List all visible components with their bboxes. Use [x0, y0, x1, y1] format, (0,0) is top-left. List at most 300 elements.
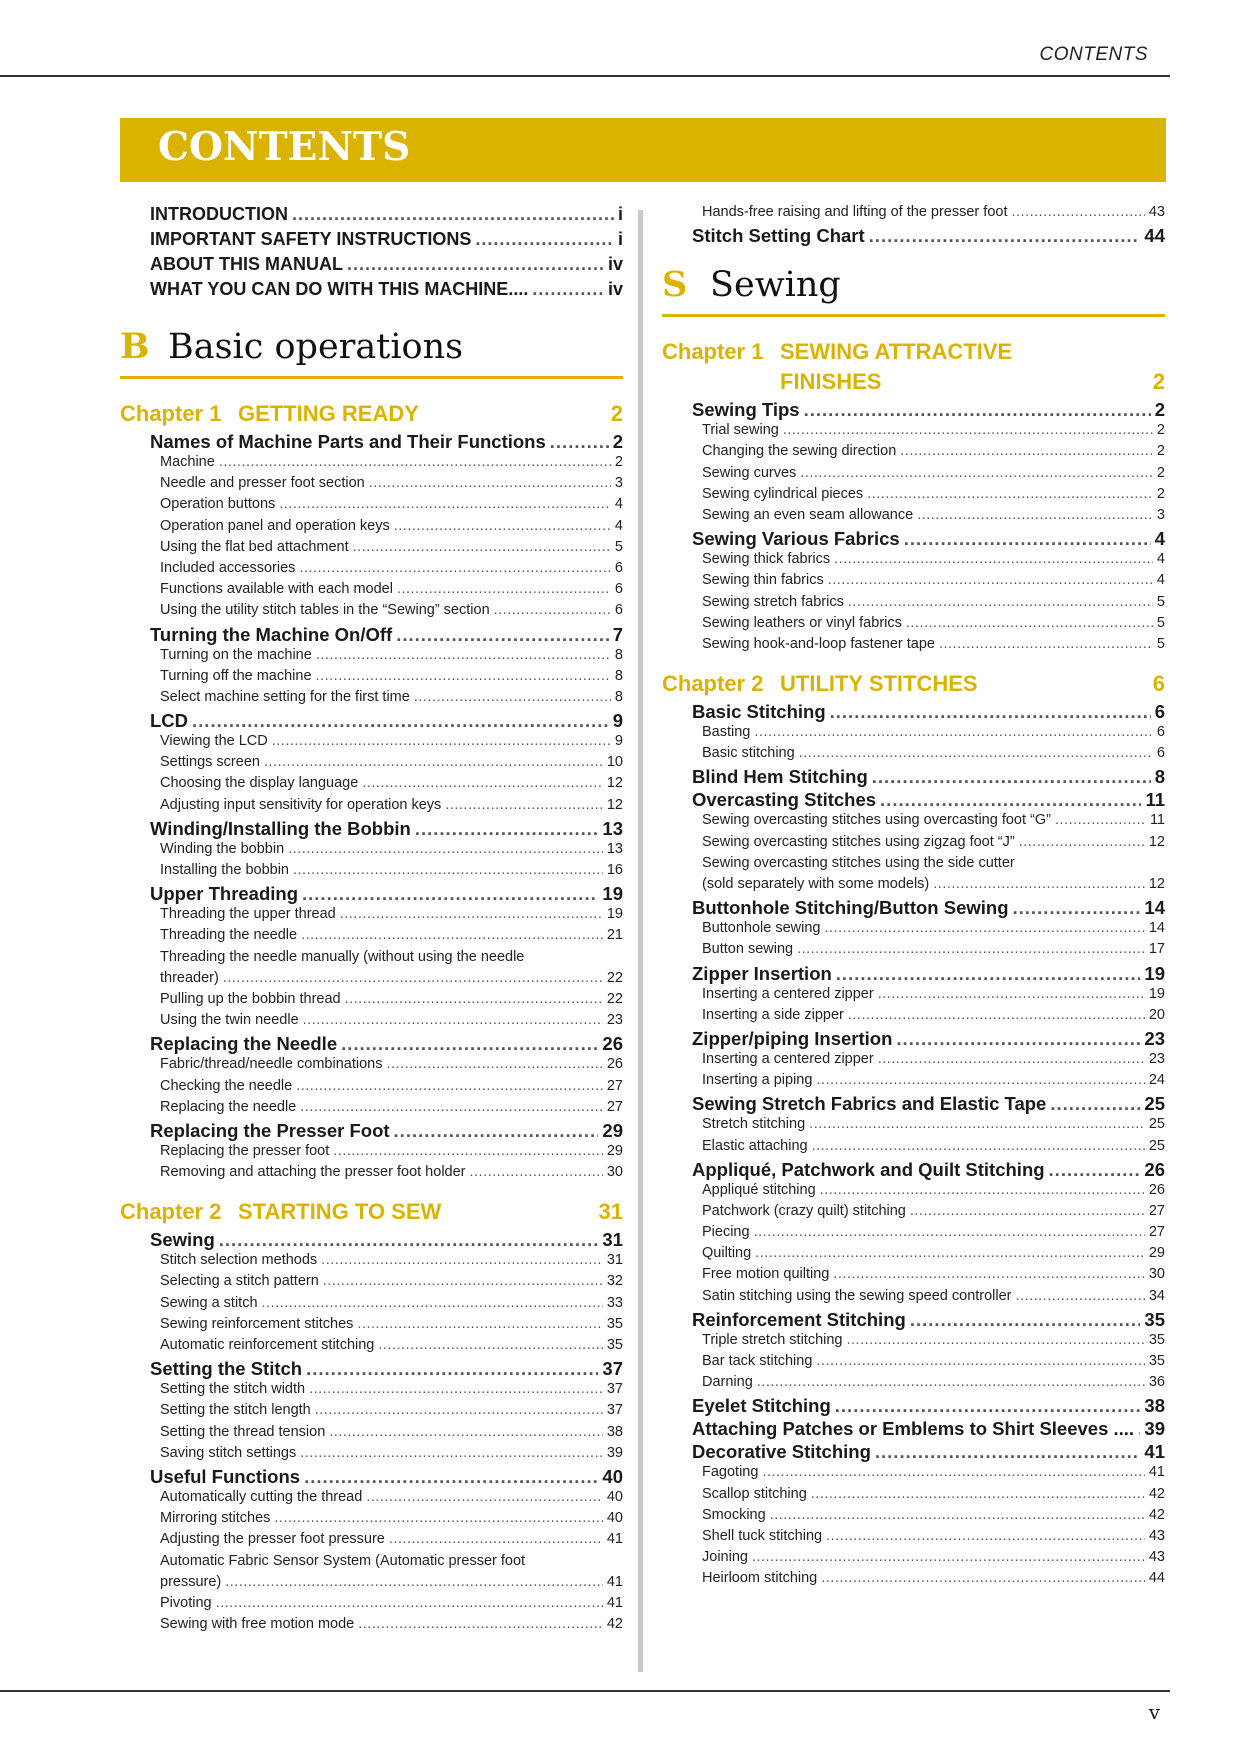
part-rule: [662, 314, 1165, 317]
toc-entry[interactable]: [120, 1120, 623, 1143]
toc-entry-label: Automatic reinforcement stitching: [160, 1337, 375, 1353]
toc-entry-page: 5: [614, 538, 623, 555]
toc-entry[interactable]: [662, 1549, 1165, 1570]
toc-entry[interactable]: [120, 1531, 623, 1552]
toc-entry[interactable]: [662, 1138, 1165, 1159]
dot-leader: [369, 475, 611, 491]
dot-leader: [1138, 1418, 1140, 1440]
toc-entry-page: 8: [614, 667, 623, 684]
dot-leader: [757, 1374, 1145, 1390]
toc-entry-page: 7: [612, 623, 623, 645]
toc-entry-page: 42: [606, 1616, 623, 1633]
toc-entry-label: Shell tuck stitching: [702, 1527, 823, 1544]
toc-entry[interactable]: [662, 507, 1165, 528]
toc-entry[interactable]: [662, 422, 1165, 443]
toc-entry-page: 19: [606, 906, 623, 923]
toc-entry[interactable]: [120, 991, 623, 1012]
dot-leader: [264, 754, 603, 770]
toc-entry[interactable]: [662, 615, 1165, 636]
toc-entry[interactable]: [120, 775, 623, 796]
toc-entry[interactable]: [662, 724, 1165, 745]
toc-entry-label: Appliqué, Patchwork and Quilt Stitching: [692, 1158, 1045, 1180]
toc-entry[interactable]: [662, 1353, 1165, 1374]
toc-entry-label: Inserting a centered zipper: [702, 1050, 874, 1067]
dot-leader: [783, 422, 1153, 438]
toc-entry[interactable]: [662, 1072, 1165, 1093]
toc-entry[interactable]: [662, 1309, 1165, 1332]
toc-entry-page: 38: [606, 1423, 623, 1440]
toc-entry[interactable]: [120, 1295, 623, 1316]
toc-entry[interactable]: [662, 745, 1165, 766]
toc-entry-page: 35: [606, 1337, 623, 1353]
toc-entry-page: 40: [606, 1488, 623, 1505]
toc-entry[interactable]: [120, 1164, 623, 1185]
dot-leader: [1050, 1093, 1140, 1115]
toc-entry[interactable]: [662, 1570, 1165, 1591]
toc-entry[interactable]: [662, 812, 1165, 833]
toc-entry-page: 12: [1148, 876, 1165, 892]
toc-entry[interactable]: [120, 1056, 623, 1077]
toc-entry-label: Threading the needle manually (without using the needle: [160, 948, 525, 965]
dot-leader: [762, 1464, 1144, 1480]
toc-entry-page: 30: [1148, 1266, 1165, 1283]
dot-leader: [754, 1224, 1145, 1240]
toc-entry-page: 11: [1145, 789, 1165, 811]
toc-entry[interactable]: [120, 1337, 623, 1358]
toc-entry[interactable]: [662, 399, 1165, 422]
toc-entry[interactable]: [662, 225, 1165, 248]
toc-entry[interactable]: [662, 1266, 1165, 1287]
dot-leader: [389, 1531, 603, 1547]
toc-entry-label: Inserting a side zipper: [702, 1006, 844, 1023]
toc-entry-page: 6: [1154, 701, 1165, 723]
dot-leader: [366, 1489, 603, 1505]
toc-entry-label: Stretch stitching: [702, 1116, 806, 1133]
dot-leader: [875, 1441, 1141, 1463]
dot-leader: [340, 906, 603, 922]
dot-leader: [386, 1056, 602, 1072]
toc-entry[interactable]: [662, 1418, 1165, 1441]
dot-leader: [353, 539, 611, 555]
dot-leader: [848, 594, 1153, 610]
toc-entry-page: 41: [606, 1594, 623, 1611]
toc-entry-label: Stitch Setting Chart: [692, 225, 865, 247]
dot-leader: [869, 225, 1141, 247]
dot-leader: [797, 941, 1145, 957]
toc-entry[interactable]: [120, 949, 623, 970]
toc-entry-label: Setting the Stitch: [150, 1358, 303, 1380]
toc-entry[interactable]: [662, 1288, 1165, 1309]
toc-entry-label: Replacing the presser foot: [160, 1142, 330, 1159]
toc-entry[interactable]: [120, 1381, 623, 1402]
dot-leader: [223, 970, 603, 986]
toc-entry-label: Installing the bobbin: [160, 862, 289, 878]
toc-entry-label: Useful Functions: [150, 1465, 301, 1487]
toc-entry-page: 35: [1148, 1331, 1165, 1348]
toc-entry[interactable]: [662, 1441, 1165, 1464]
toc-entry-label: Using the utility stitch tables in the “Sewing” section: [160, 602, 490, 619]
dot-leader: [216, 1595, 603, 1611]
dot-leader: [1055, 812, 1146, 828]
chapter-heading[interactable]: [120, 1199, 623, 1229]
toc-entry[interactable]: [120, 818, 623, 841]
toc-entry[interactable]: [120, 1252, 623, 1273]
dot-leader: [878, 986, 1145, 1002]
toc-entry[interactable]: [120, 1510, 623, 1531]
toc-entry[interactable]: [120, 1402, 623, 1423]
toc-entry[interactable]: [662, 941, 1165, 962]
dot-leader: [848, 1007, 1145, 1023]
toc-entry[interactable]: [120, 927, 623, 948]
toc-entry[interactable]: [662, 876, 1165, 897]
toc-entry[interactable]: [662, 1528, 1165, 1549]
toc-entry-page: 13: [606, 840, 623, 857]
toc-entry-page: 14: [1144, 897, 1165, 919]
toc-entry-label: Sewing Tips: [692, 399, 800, 421]
chapter-heading-line2[interactable]: [662, 369, 1165, 399]
toc-entry-label: Replacing the Presser Foot: [150, 1119, 390, 1141]
toc-entry[interactable]: [120, 1273, 623, 1294]
dot-leader: [301, 927, 603, 943]
toc-list: [120, 431, 623, 1185]
toc-entry[interactable]: [120, 710, 623, 733]
toc-entry[interactable]: [120, 496, 623, 517]
toc-entry[interactable]: [120, 560, 623, 581]
toc-entry-label: Needle and presser foot section: [160, 475, 365, 492]
toc-entry-label: Zipper/piping Insertion: [692, 1027, 893, 1049]
toc-entry[interactable]: [120, 1489, 623, 1510]
toc-entry-label: Automatic Fabric Sensor System (Automatic presser foot: [160, 1552, 526, 1569]
dot-leader: [347, 254, 604, 275]
toc-entry[interactable]: [662, 1093, 1165, 1116]
toc-entry-page: 27: [1148, 1224, 1165, 1241]
toc-entry[interactable]: [662, 1374, 1165, 1395]
toc-entry-page: 27: [606, 1077, 623, 1094]
toc-entry[interactable]: [662, 1116, 1165, 1137]
toc-entry-page: 21: [606, 927, 623, 944]
toc-entry-label: Inserting a piping: [702, 1072, 813, 1089]
dot-leader: [470, 1164, 603, 1180]
toc-entry[interactable]: [120, 204, 623, 229]
toc-entry-label: Selecting a stitch pattern: [160, 1273, 319, 1290]
toc-entry[interactable]: [120, 1012, 623, 1033]
toc-entry[interactable]: [120, 1078, 623, 1099]
toc-entry-label: Button sewing: [702, 941, 794, 958]
dot-leader: [219, 1229, 599, 1251]
toc-entry-label: Sewing an even seam allowance: [702, 506, 914, 523]
dot-leader: [904, 528, 1151, 550]
toc-entry[interactable]: [662, 551, 1165, 572]
toc-entry[interactable]: [662, 1203, 1165, 1224]
toc-entry[interactable]: [662, 572, 1165, 593]
dot-leader: [532, 279, 604, 300]
toc-entry-label: Viewing the LCD: [160, 733, 268, 750]
part-letter: S: [662, 264, 688, 306]
toc-entry[interactable]: [662, 834, 1165, 855]
toc-entry-label: Select machine setting for the first time: [160, 688, 410, 705]
toc-entry-label: Sewing overcasting stitches using overcasting foot “G”: [702, 812, 1051, 829]
toc-entry[interactable]: [662, 1028, 1165, 1051]
toc-entry[interactable]: [662, 465, 1165, 486]
toc-entry[interactable]: [662, 855, 1165, 876]
dot-leader: [1016, 1288, 1145, 1304]
toc-entry-page: 2: [614, 454, 623, 470]
dot-leader: [896, 1028, 1140, 1050]
part-heading-s: [662, 264, 1165, 306]
toc-entry[interactable]: [120, 475, 623, 496]
toc-entry-label: Scallop stitching: [702, 1485, 807, 1502]
toc-entry[interactable]: [120, 1229, 623, 1252]
toc-entry-page: 20: [1148, 1006, 1165, 1023]
toc-entry-label: Sewing Various Fabrics: [692, 528, 900, 550]
toc-entry[interactable]: [120, 1553, 623, 1574]
toc-entry-label: Replacing the needle: [160, 1098, 297, 1115]
dot-leader: [274, 1510, 602, 1526]
toc-entry-page: 26: [606, 1056, 623, 1073]
chapter-heading[interactable]: [662, 671, 1165, 701]
dot-leader: [306, 1358, 598, 1380]
toc-entry-page: 29: [1148, 1245, 1165, 1262]
toc-entry-label: Checking the needle: [160, 1077, 293, 1094]
toc-entry-page: 36: [1148, 1374, 1165, 1391]
toc-entry-page: i: [617, 229, 623, 249]
dot-leader: [293, 862, 603, 878]
toc-entry-label: Operation panel and operation keys: [160, 517, 390, 534]
toc-entry-label: Blind Hem Stitching: [692, 766, 868, 788]
toc-entry[interactable]: [662, 897, 1165, 920]
toc-entry[interactable]: [120, 1033, 623, 1056]
toc-entry[interactable]: [662, 1007, 1165, 1028]
toc-entry[interactable]: [120, 431, 623, 454]
toc-entry-page: 3: [1156, 506, 1165, 523]
toc-entry[interactable]: [120, 1424, 623, 1445]
dot-leader: [550, 431, 609, 453]
toc-entry[interactable]: [120, 454, 623, 475]
toc-entry-page: 30: [606, 1164, 623, 1181]
toc-entry-label: WHAT YOU CAN DO WITH THIS MACHINE....: [150, 279, 529, 299]
toc-entry-label: Sewing Stretch Fabrics and Elastic Tape: [692, 1093, 1047, 1115]
toc-entry[interactable]: [120, 754, 623, 775]
toc-entry-label: Setting the stitch width: [160, 1381, 306, 1398]
toc-entry-label: Stitch selection methods: [160, 1252, 318, 1269]
toc-entry-page: 44: [1144, 225, 1165, 247]
toc-entry[interactable]: [120, 254, 623, 279]
toc-entry-label: Machine: [160, 454, 215, 470]
dot-leader: [816, 1353, 1144, 1369]
toc-entry[interactable]: [120, 581, 623, 602]
dot-leader: [833, 1266, 1145, 1282]
toc-entry-label: Reinforcement Stitching: [692, 1308, 906, 1330]
dot-leader: [821, 1570, 1145, 1586]
dot-leader: [830, 701, 1151, 723]
toc-entry[interactable]: [120, 539, 623, 560]
toc-entry[interactable]: [662, 594, 1165, 615]
toc-entry-label: Mirroring stitches: [160, 1510, 271, 1527]
chapter-title: UTILITY STITCHES: [780, 671, 978, 697]
toc-entry-page: i: [617, 204, 623, 224]
dot-leader: [880, 789, 1141, 811]
toc-entry-label: Bar tack stitching: [702, 1353, 813, 1369]
toc-entry[interactable]: [662, 528, 1165, 551]
part-title: Basic operations: [168, 327, 464, 367]
toc-entry-label: ABOUT THIS MANUAL: [150, 254, 343, 274]
dot-leader: [414, 689, 611, 705]
toc-entry-label: Sewing thick fabrics: [702, 551, 831, 568]
toc-entry[interactable]: [662, 1245, 1165, 1266]
toc-entry-page: iv: [607, 254, 623, 274]
toc-entry[interactable]: [662, 1051, 1165, 1072]
toc-entry[interactable]: [662, 1507, 1165, 1528]
banner-title: CONTENTS: [158, 124, 411, 170]
toc-entry-label: Sewing stretch fabrics: [702, 593, 844, 610]
toc-entry[interactable]: [120, 624, 623, 647]
toc-entry[interactable]: [662, 963, 1165, 986]
dot-leader: [302, 883, 598, 905]
toc-entry[interactable]: [662, 1159, 1165, 1182]
toc-entry-label: Sewing overcasting stitches using zigzag foot “J”: [702, 833, 1015, 850]
toc-entry[interactable]: [120, 1143, 623, 1164]
chapter-heading[interactable]: [662, 339, 1165, 369]
toc-entry[interactable]: [120, 1099, 623, 1120]
toc-entry[interactable]: [120, 1358, 623, 1381]
toc-entry-page: 43: [1148, 1549, 1165, 1566]
toc-entry[interactable]: [662, 920, 1165, 941]
toc-entry[interactable]: [120, 647, 623, 668]
dot-leader: [939, 636, 1153, 652]
left-column: [120, 204, 623, 1637]
toc-entry-label: Upper Threading: [150, 883, 299, 905]
toc-entry-label: Elastic attaching: [702, 1137, 808, 1154]
dot-leader: [329, 1424, 603, 1440]
contents-banner: [120, 118, 1166, 182]
toc-entry-label: Turning off the machine: [160, 667, 312, 684]
toc-entry[interactable]: [662, 789, 1165, 812]
toc-entry-page: 3: [614, 475, 623, 492]
chapter-title: FINISHES: [780, 369, 882, 395]
toc-entry-page: 23: [1148, 1050, 1165, 1067]
part-heading-b: [120, 326, 623, 368]
toc-entry[interactable]: [120, 668, 623, 689]
toc-entry-label: Threading the needle: [160, 927, 298, 944]
toc-entry[interactable]: [120, 1595, 623, 1616]
toc-entry[interactable]: [120, 841, 623, 862]
toc-entry[interactable]: [662, 1182, 1165, 1203]
toc-entry-label: Fagoting: [702, 1464, 759, 1481]
toc-list: [662, 204, 1165, 248]
toc-entry[interactable]: [120, 1445, 623, 1466]
toc-entry[interactable]: [120, 518, 623, 539]
toc-entry-label: pressure): [160, 1573, 222, 1590]
toc-entry-label: Buttonhole Stitching/Button Sewing: [692, 897, 1009, 919]
dot-leader: [752, 1549, 1145, 1565]
toc-entry[interactable]: [662, 1486, 1165, 1507]
toc-entry-page: 41: [606, 1531, 623, 1548]
toc-entry-page: 5: [1156, 593, 1165, 610]
toc-entry-page: 43: [1148, 1527, 1165, 1544]
toc-entry-page: 31: [602, 1229, 623, 1251]
toc-entry[interactable]: [662, 701, 1165, 724]
toc-entry-label: Sewing: [150, 1229, 215, 1251]
toc-entry-label: Overcasting Stitches: [692, 789, 877, 811]
toc-entry-page: 8: [614, 688, 623, 705]
toc-entry[interactable]: [120, 602, 623, 623]
dot-leader: [872, 766, 1151, 788]
toc-entry[interactable]: [662, 486, 1165, 507]
toc-entry-label: Turning the Machine On/Off: [150, 623, 393, 645]
dot-leader: [397, 581, 611, 597]
toc-entry[interactable]: [662, 204, 1165, 225]
toc-entry[interactable]: [120, 689, 623, 710]
part-rule: [120, 376, 623, 379]
toc-entry[interactable]: [120, 1616, 623, 1637]
toc-entry-page: 4: [1156, 572, 1165, 589]
toc-entry-page: 27: [606, 1098, 623, 1115]
toc-entry-label: Setting the thread tension: [160, 1423, 326, 1440]
dot-leader: [834, 551, 1153, 567]
dot-leader: [1019, 834, 1145, 850]
toc-entry-page: 4: [614, 517, 623, 534]
toc-entry-label: Adjusting input sensitivity for operation keys: [160, 796, 442, 813]
toc-entry-page: 32: [606, 1273, 623, 1290]
toc-entry[interactable]: [662, 1395, 1165, 1418]
toc-entry[interactable]: [662, 766, 1165, 789]
toc-entry[interactable]: [120, 1574, 623, 1595]
toc-entry-label: Darning: [702, 1374, 753, 1391]
toc-entry-label: Sewing hook-and-loop fastener tape: [702, 635, 935, 652]
toc-entry[interactable]: [662, 443, 1165, 464]
toc-entry[interactable]: [120, 906, 623, 927]
toc-entry-page: 35: [1144, 1308, 1165, 1330]
toc-entry[interactable]: [120, 229, 623, 254]
dot-leader: [910, 1203, 1145, 1219]
toc-entry[interactable]: [662, 636, 1165, 657]
dot-leader: [292, 204, 614, 225]
dot-leader: [192, 710, 609, 732]
toc-entry-page: 41: [1148, 1464, 1165, 1481]
toc-entry[interactable]: [120, 970, 623, 991]
page-number: v: [1148, 1700, 1160, 1724]
dot-leader: [910, 1309, 1141, 1331]
toc-entry-page: 39: [1144, 1418, 1165, 1440]
toc-entry[interactable]: [120, 797, 623, 818]
toc-entry-page: 6: [1156, 745, 1165, 762]
toc-entry-label: Settings screen: [160, 754, 260, 771]
toc-entry-page: 9: [612, 710, 623, 732]
toc-entry-page: 43: [1148, 204, 1165, 220]
toc-entry-page: 25: [1148, 1137, 1165, 1154]
dot-leader: [300, 1445, 603, 1461]
toc-entry-page: 2: [612, 431, 623, 452]
toc-entry[interactable]: [120, 883, 623, 906]
chapter-heading[interactable]: [120, 401, 623, 431]
toc-entry-page: 22: [606, 969, 623, 986]
toc-entry[interactable]: [120, 279, 623, 304]
toc-entry[interactable]: [120, 1466, 623, 1489]
toc-entry[interactable]: [662, 1332, 1165, 1353]
toc-entry[interactable]: [120, 862, 623, 883]
front-matter-list: [120, 204, 623, 304]
toc-entry[interactable]: [120, 1316, 623, 1337]
toc-entry[interactable]: [662, 1464, 1165, 1485]
chapter-title: SEWING ATTRACTIVE: [780, 339, 1013, 365]
toc-entry[interactable]: [662, 986, 1165, 1007]
dot-leader: [225, 1574, 603, 1590]
toc-entry[interactable]: [662, 1224, 1165, 1245]
toc-entry[interactable]: [120, 733, 623, 754]
dot-leader: [323, 1273, 603, 1289]
toc-entry-page: 40: [606, 1510, 623, 1527]
column-divider: [638, 210, 643, 1672]
